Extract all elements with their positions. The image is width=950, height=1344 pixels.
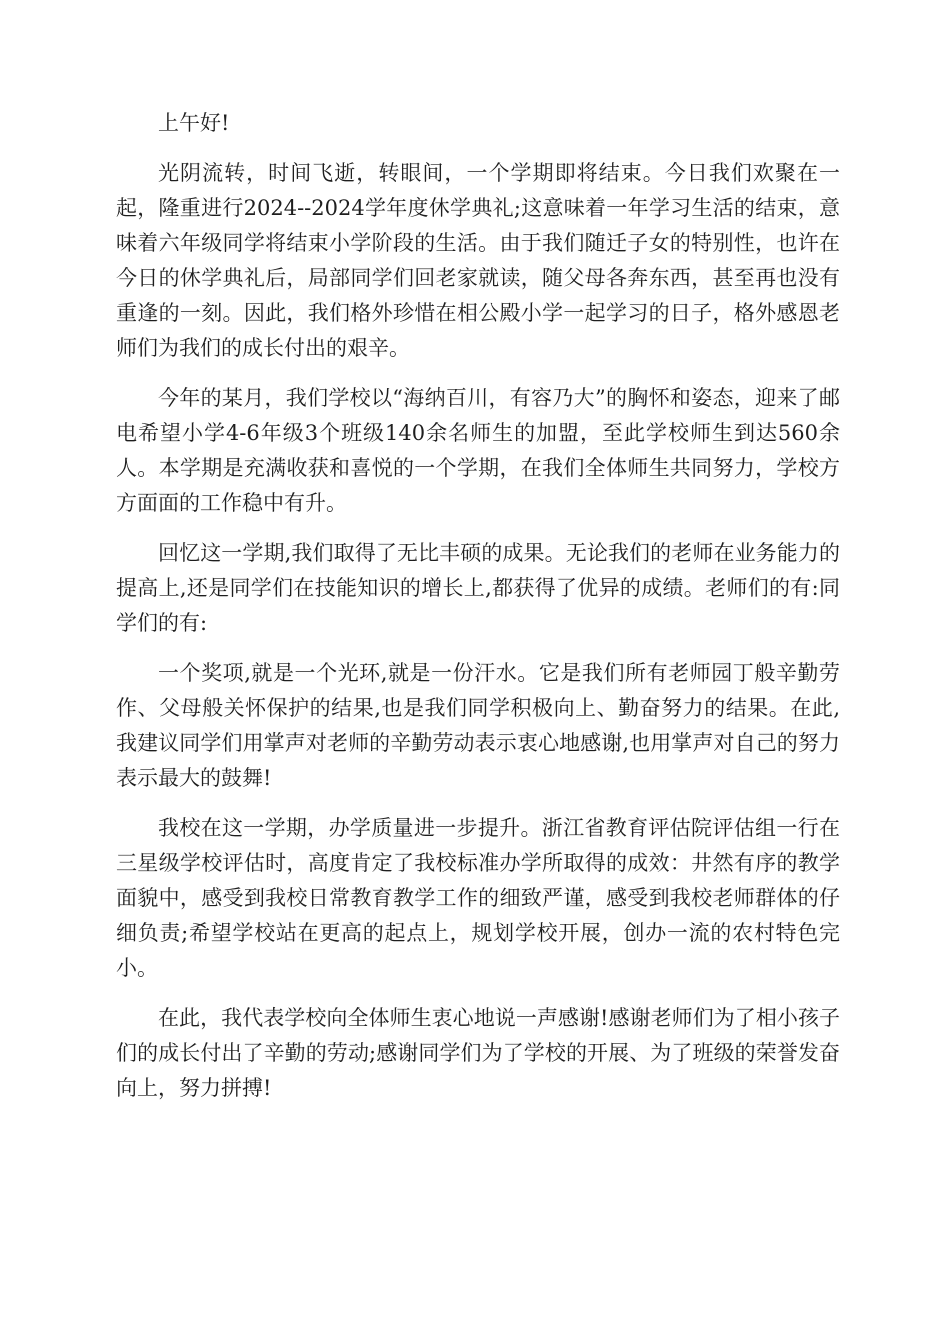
paragraph-4: 一个奖项,就是一个光环,就是一份汗水。它是我们所有老师园丁般辛勤劳作、父母般关怀保护的结果,也是我们同学积极向上、勤奋努力的结果。在此,我建议同学们用掌声对老师的辛勤劳动表示衷心地感谢,也用掌声对自己的努力表示最大的鼓舞! — [116, 661, 840, 790]
paragraph-6: 在此，我代表学校向全体师生衷心地说一声感谢!感谢老师们为了相小孩子们的成长付出了辛勤的劳动;感谢同学们为了学校的开展、为了班级的荣誉发奋向上，努力拼搏! — [116, 1006, 840, 1100]
paragraph-3: 回忆这一学期,我们取得了无比丰硕的成果。无论我们的老师在业务能力的提高上,还是同学们在技能知识的增长上,都获得了优异的成绩。老师们的有:同学们的有: — [116, 541, 840, 635]
paragraph-5: 我校在这一学期，办学质量进一步提升。浙江省教育评估院评估组一行在三星级学校评估时，高度肯定了我校标准办学所取得的成效：井然有序的教学面貌中，感受到我校日常教育教学工作的细致严谨，感受到我校老师群体的仔细负责;希望学校站在更高的起点上，规划学校开展，创办一流的农村特色完小。 — [116, 816, 840, 980]
document-page — [116, 106, 840, 1121]
paragraph-2: 今年的某月，我们学校以“海纳百川，有容乃大”的胸怀和姿态，迎来了邮电希望小学4-6年级3个班级140余名师生的加盟，至此学校师生到达560余人。本学期是充满收获和喜悦的一个学期，在我们全体师生共同努力，学校方方面面的工作稳中有升。 — [116, 386, 840, 515]
greeting: 上午好! — [158, 111, 230, 135]
paragraph-1: 光阴流转，时间飞逝，转眼间，一个学期即将结束。今日我们欢聚在一起，隆重进行2024--2024学年度休学典礼;这意味着一年学习生活的结束，意味着六年级同学将结束小学阶段的生活。由于我们随迁子女的特别性，也许在今日的休学典礼后，局部同学们回老家就读，随父母各奔东西，甚至再也没有重逢的一刻。因此，我们格外珍惜在相公殿小学一起学习的日子，格外感恩老师们为我们的成长付出的艰辛。 — [116, 161, 840, 360]
